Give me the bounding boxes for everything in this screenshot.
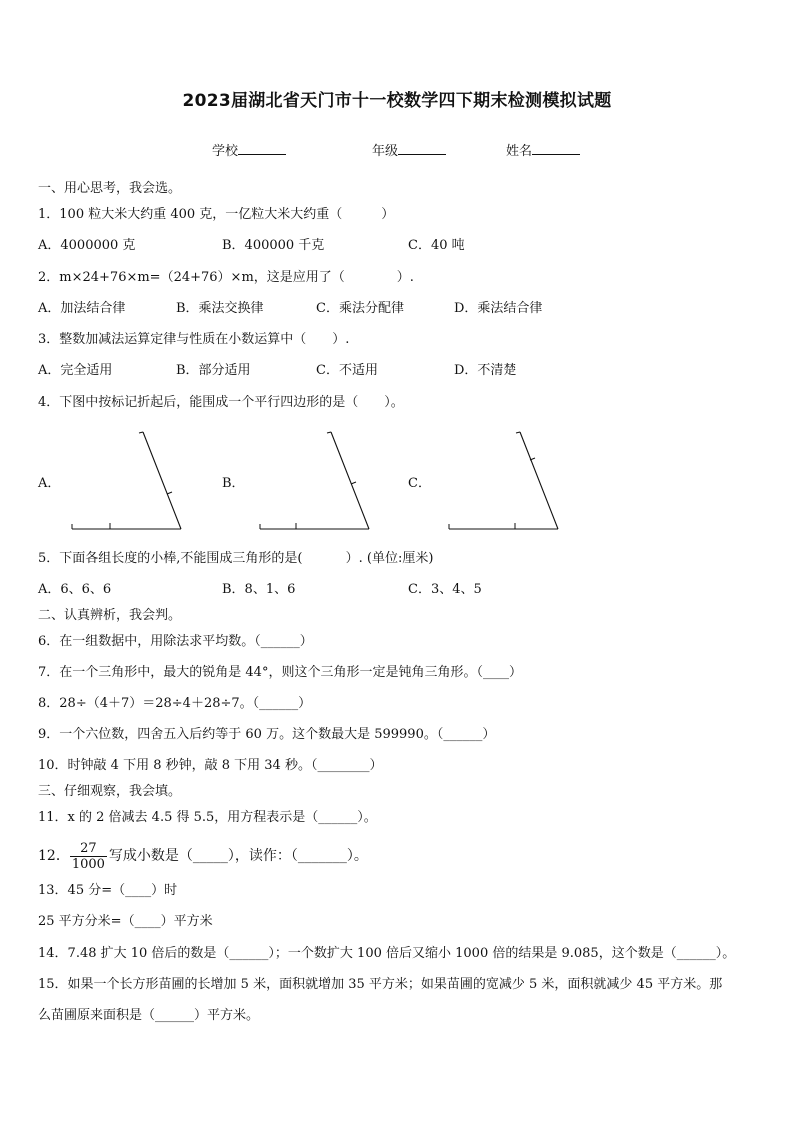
question-6: 6．在一组数据中，用除法求平均数。（______） [38, 634, 313, 649]
grade-field [372, 140, 446, 159]
question-10: 10．时钟敲 4 下用 8 秒钟，敲 8 下用 34 秒。（________） [38, 758, 383, 773]
school-label: 学校 [212, 144, 239, 159]
question-4: 4．下图中按标记折起后，能围成一个平行四边形的是（ ）。 [38, 395, 404, 410]
q1-option-c[interactable]: C．40 吨 [408, 238, 465, 253]
question-14: 14．7.48 扩大 10 倍后的数是（______）；一个数扩大 100 倍后又缩小 1000 倍的结果是 9.085，这个数是（______）。 [38, 946, 736, 961]
question-11: 11．x 的 2 倍减去 4.5 得 5.5，用方程表示是（______）。 [38, 810, 377, 825]
question-13-part-1: 13．45 分=（____）时 [38, 883, 178, 898]
name-label: 姓名 [506, 144, 533, 159]
q4a-tick-top [139, 432, 143, 433]
q3-option-c[interactable]: C．不适用 [316, 363, 378, 378]
question-1: 1．100 粒大米大约重 400 克，一亿粒大米大约重（ ） [38, 207, 395, 222]
q2-option-c[interactable]: C．乘法分配律 [316, 301, 404, 316]
q4-figure-b [258, 426, 373, 532]
q4c-tick-top [516, 432, 520, 433]
section-1-heading: 一、用心思考，我会选。 [38, 181, 182, 196]
q4-option-b[interactable]: B． [222, 476, 245, 491]
name-blank[interactable] [532, 142, 580, 155]
q4a-slant-line [143, 432, 181, 529]
q4b-slant-line [331, 432, 369, 529]
question-2: 2．m×24+76×m=（24+76）×m，这是应用了（ ）. [38, 270, 414, 285]
question-15-line-2: 么苗圃原来面积是（______）平方米。 [38, 1008, 260, 1023]
section-2-heading: 二、认真辨析，我会判。 [38, 608, 182, 623]
question-15-line-1: 15．如果一个长方形苗圃的长增加 5 米，面积就增加 35 平方米；如果苗圃的宽减少 5 米，面积就减少 45 平方米。那 [38, 977, 723, 992]
q12-fraction [70, 841, 107, 872]
question-9: 9．一个六位数，四舍五入后约等于 60 万。这个数最大是 599990。（______） [38, 727, 496, 742]
grade-blank[interactable] [398, 142, 446, 155]
question-3: 3．整数加减法运算定律与性质在小数运算中（ ）. [38, 332, 350, 347]
q3-option-a[interactable]: A．完全适用 [38, 363, 113, 378]
q4-figure-a [70, 426, 185, 532]
question-8: 8．28÷（4＋7）＝28÷4＋28÷7。（______） [38, 696, 312, 711]
q5-option-b[interactable]: B．8、1、6 [222, 582, 296, 597]
q3-option-b[interactable]: B．部分适用 [176, 363, 251, 378]
q4b-tick-top [327, 432, 331, 433]
page-title: 2023届湖北省天门市十一校数学四下期末检测模拟试题 [182, 91, 612, 111]
q2-option-a[interactable]: A．加法结合律 [38, 301, 126, 316]
q1-option-a[interactable]: A．4000000 克 [38, 238, 136, 253]
q4a-fold-mark-slant [167, 492, 172, 494]
q2-option-b[interactable]: B．乘法交换律 [176, 301, 264, 316]
q12-number: 12． [38, 848, 70, 864]
q4-figure-c [447, 426, 562, 532]
question-13-part-2: 25 平方分米=（____）平方米 [38, 914, 213, 929]
grade-label: 年级 [372, 144, 399, 159]
school-field [212, 140, 286, 159]
question-5: 5．下面各组长度的小棒,不能围成三角形的是( ）. (单位:厘米) [38, 551, 434, 566]
question-7: 7．在一个三角形中，最大的锐角是 44°，则这个三角形一定是钝角三角形。（____） [38, 665, 522, 680]
q5-option-c[interactable]: C．3、4、5 [408, 582, 482, 597]
q4b-fold-mark-slant [351, 482, 356, 484]
question-12 [38, 838, 368, 874]
q4c-slant-line [520, 432, 558, 529]
q12-denominator: 1000 [71, 856, 105, 872]
q4-option-a[interactable]: A． [38, 476, 61, 491]
q12-numerator: 27 [70, 841, 107, 857]
q1-option-b[interactable]: B．400000 千克 [222, 238, 325, 253]
school-blank[interactable] [238, 142, 286, 155]
q4-option-c[interactable]: C． [408, 476, 431, 491]
q2-option-d[interactable]: D．乘法结合律 [454, 301, 543, 316]
q3-option-d[interactable]: D．不清楚 [454, 363, 517, 378]
name-field [506, 140, 580, 159]
section-3-heading: 三、仔细观察，我会填。 [38, 784, 182, 799]
q5-option-a[interactable]: A．6、6、6 [38, 582, 112, 597]
q12-text: 写成小数是（_____），读作：（_______）。 [108, 848, 368, 864]
